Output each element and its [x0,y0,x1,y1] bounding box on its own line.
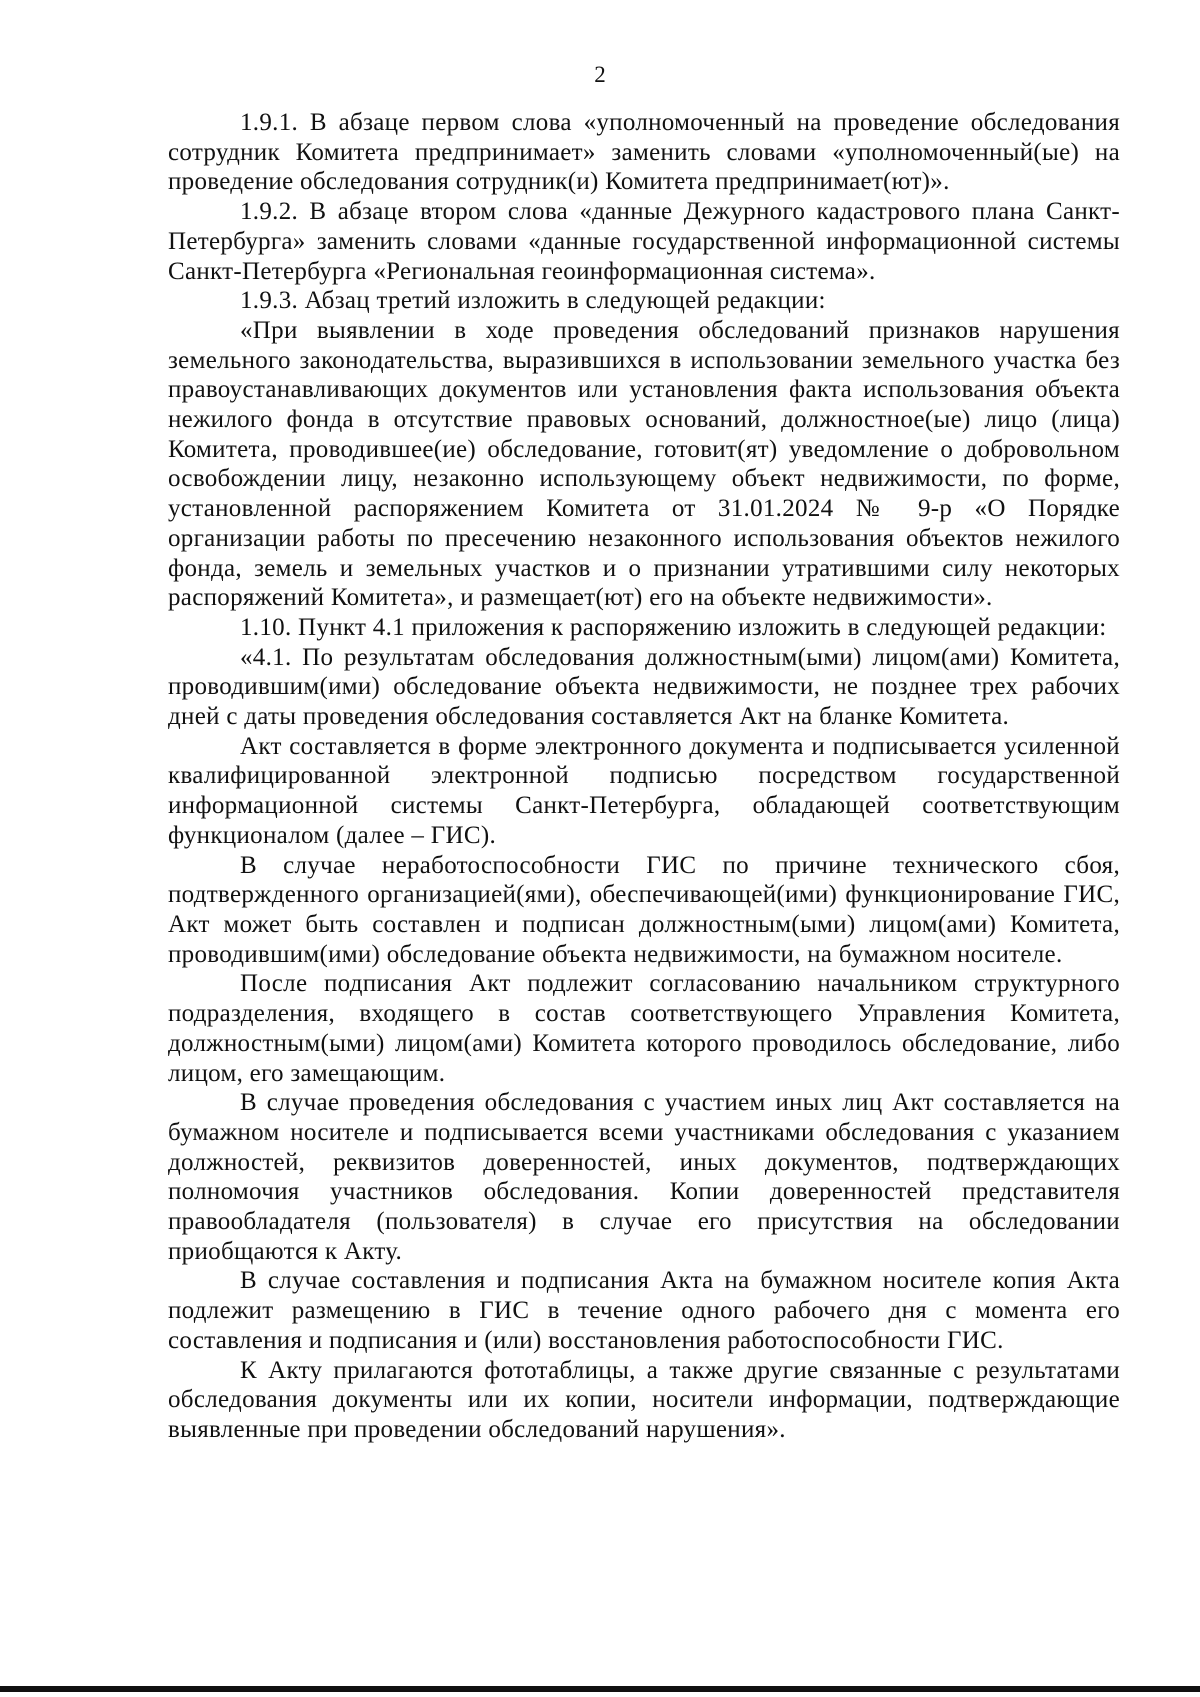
paragraph-gis-failure: В случае неработоспособности ГИС по причине технического сбоя, подтвержденного организацией(ями), обеспечивающей(ими) функционирование ГИС, Акт может быть составлен и подписан должностным(ыми) лицом(ами) Комитета, проводившим(ими) обследование объекта недвижимости, на бумажном носителе. [168,851,1120,968]
paragraph-paper-copy: В случае составления и подписания Акта на бумажном носителе копия Акта подлежит размещению в ГИС в течение одного рабочего дня с момента его составления и подписания и (или) восстановления работоспособности ГИС. [168,1267,1120,1354]
paragraph-4-1: «4.1. По результатам обследования должностным(ыми) лицом(ами) Комитета, проводившим(ими) обследование объекта недвижимости, не позднее трех рабочих дней с даты проведения обследования составляется Акт на бланке Комитета. [168,643,1120,731]
document-body [168,108,1120,1445]
paragraph-1-10: 1.10. Пункт 4.1 приложения к распоряжению изложить в следующей редакции: [240,613,1107,641]
paragraph-other-participants: В случае проведения обследования с участием иных лиц Акт составляется на бумажном носителе и подписывается всеми участниками обследования с указанием должностей, реквизитов доверенностей, иных документов, подтверждающих полномочия участников обследования. Копии доверенностей представителя правообладателя (пользователя) в случае его присутствия на обследовании приобщаются к Акту. [168,1089,1120,1265]
paragraph-act-approval: После подписания Акт подлежит согласованию начальником структурного подразделения, входящего в состав соответствующего Управления Комитета, должностным(ыми) лицом(ами) Комитета которого проводилось обследование, либо лицом, его замещающим. [168,970,1120,1087]
paragraph-quoted-notice: «При выявлении в ходе проведения обследований признаков нарушения земельного законодательства, выразившихся в использовании земельного участка без правоустанавливающих документов или установления факта использования объекта нежилого фонда в отсутствие правовых оснований, должностное(ые) лицо (лица) Комитета, проводившее(ие) обследование, готовит(ят) уведомление о добровольном освобождении лицу, незаконно использующему объект недвижимости, по форме, установленной распоряжением Комитета от 31.01.2024 № 9-р «О Порядке организации работы по пресечению незаконного использования объектов нежилого фонда, земель и земельных участков и о признании утратившими силу некоторых распоряжений Комитета», и размещает(ют) его на объекте недвижимости». [168,316,1120,612]
bottom-border-line [0,1686,1200,1692]
paragraph-1-9-3: 1.9.3. Абзац третий изложить в следующей редакции: [240,287,826,315]
paragraph-1-9-1: 1.9.1. В абзаце первом слова «уполномоченный на проведение обследования сотрудник Комитета предпринимает» заменить словами «уполномоченный(ые) на проведение обследования сотрудник(и) Комитета предпринимает(ют)». [168,109,1120,196]
paragraph-act-electronic: Акт составляется в форме электронного документа и подписывается усиленной квалифицированной электронной подписью посредством государственной информационной системы Санкт-Петербурга, обладающей соответствующим функционалом (далее – ГИС). [168,732,1120,849]
paragraph-attachments: К Акту прилагаются фототаблицы, а также другие связанные с результатами обследования документы или их копии, носители информации, подтверждающие выявленные при проведении обследований нарушения». [168,1356,1120,1443]
paragraph-1-9-2: 1.9.2. В абзаце втором слова «данные Дежурного кадастрового плана Санкт-Петербурга» заменить словами «данные государственной информационной системы Санкт-Петербурга «Региональная геоинформационная система». [168,198,1120,285]
page-number: 2 [594,62,606,87]
